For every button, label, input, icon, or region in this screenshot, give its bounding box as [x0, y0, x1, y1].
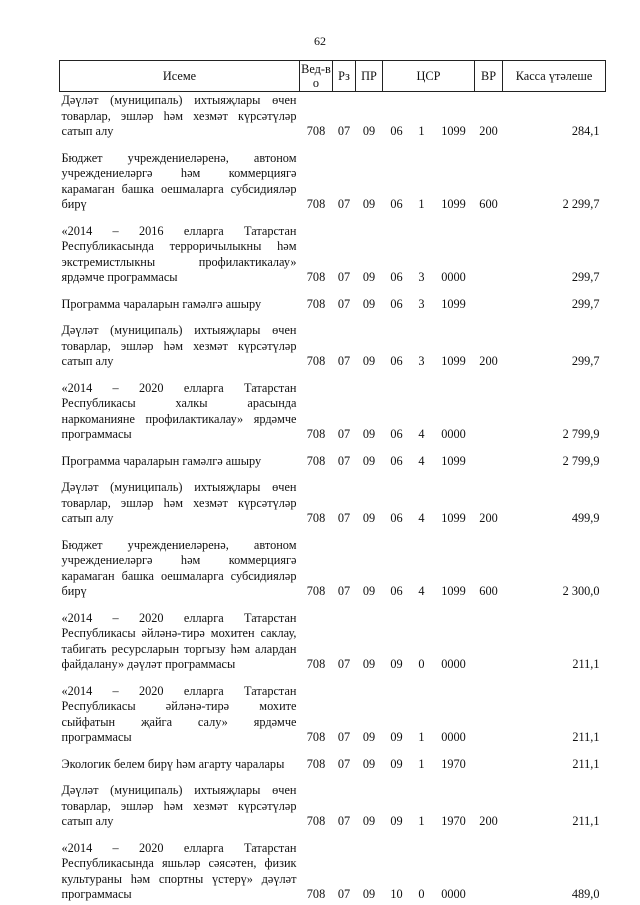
row-csr-subprogram-cell: 1 — [418, 197, 425, 211]
row-rz-cell: 07 — [337, 511, 351, 525]
row-csr-subprogram-cell: 0 — [418, 657, 425, 671]
row-amount-cell: 299,7 — [571, 296, 600, 311]
row-csr-program-cell: 06 — [390, 427, 403, 441]
row-csr-code-cell: 1099 — [441, 354, 466, 368]
row-amount-cell: 2 799,9 — [562, 453, 600, 468]
row-csr-program-cell: 06 — [390, 197, 403, 211]
row-amount-cell: 284,1 — [571, 124, 600, 138]
row-rz-cell: 07 — [337, 657, 351, 671]
header-pr: ПР — [356, 61, 383, 92]
row-csr-subprogram-cell: 4 — [418, 511, 425, 525]
row-rz-cell: 07 — [337, 296, 351, 311]
row-csr-program-cell: 06 — [390, 584, 403, 598]
row-amount-cell: 489,0 — [571, 887, 600, 901]
row-csr-code-cell: 1099 — [441, 296, 466, 311]
row-csr-code-cell: 1970 — [441, 814, 466, 828]
row-name-cell: Дәүләт (муниципаль) ихтыяҗлары өчен товарлар, эшләр һәм хезмәт күрсәтүләр сатып алу — [61, 93, 297, 138]
row-csr-program-cell: 06 — [390, 296, 403, 311]
row-pr-cell: 09 — [362, 296, 376, 311]
row-amount-cell: 211,1 — [572, 814, 600, 828]
row-ved-cell: 708 — [306, 453, 326, 468]
row-csr-program-cell: 09 — [390, 756, 403, 771]
row-amount-cell: 2 300,0 — [562, 584, 600, 598]
row-name-cell: «2014 – 2020 елларга Татарстан Республикасында яшьләр сәясәтен, физик культураны һәм спортны үстерү» дәүләт программасы — [61, 840, 297, 901]
row-amount-cell: 211,1 — [572, 756, 600, 771]
row-csr-program-cell: 06 — [390, 124, 403, 138]
row-name-cell: Экологик белем бирү һәм агарту чаралары — [61, 756, 285, 771]
row-pr-cell: 09 — [362, 427, 376, 441]
row-csr-program-cell: 06 — [390, 354, 403, 368]
row-rz-cell: 07 — [337, 354, 351, 368]
row-rz-cell: 07 — [337, 730, 351, 744]
row-amount-cell: 299,7 — [571, 270, 600, 284]
row-rz-cell: 07 — [337, 756, 351, 771]
row-vr-cell — [475, 370, 503, 443]
row-pr-cell: 09 — [362, 657, 376, 671]
row-rz-cell: 07 — [337, 814, 351, 828]
row-rz-cell: 07 — [337, 453, 351, 468]
header-csr: ЦСР — [383, 61, 475, 92]
row-pr-cell: 09 — [362, 197, 376, 211]
row-name-cell: Бюджет учреждениеләренә, автоном учреждениеләргә һәм коммерциягә карамаган башка оешмаларга субсидияләр бирү — [61, 150, 297, 211]
row-csr-program-cell: 09 — [390, 730, 403, 744]
row-pr-cell: 09 — [362, 453, 376, 468]
row-vr-cell — [475, 600, 503, 673]
row-vr-cell — [475, 213, 503, 286]
table-body — [60, 92, 606, 903]
row-csr-code-cell: 1099 — [441, 124, 466, 138]
row-csr-subprogram-cell: 3 — [418, 296, 425, 311]
row-csr-program-cell: 06 — [390, 270, 403, 284]
row-rz-cell: 07 — [337, 197, 351, 211]
row-name-cell: Дәүләт (муниципаль) ихтыяҗлары өчен товарлар, эшләр һәм хезмәт күрсәтүләр сатып алу — [61, 480, 297, 525]
row-csr-code-cell: 1099 — [441, 197, 466, 211]
table-row — [60, 286, 606, 313]
row-pr-cell: 09 — [362, 124, 376, 138]
row-ved-cell: 708 — [306, 124, 326, 138]
header-vr: ВР — [475, 61, 503, 92]
row-name-cell: Программа чараларын гамәлгә ашыру — [61, 296, 262, 311]
row-rz-cell: 07 — [337, 584, 351, 598]
table-row — [60, 600, 606, 673]
table-row — [60, 312, 606, 370]
table-row — [60, 830, 606, 903]
row-name-cell: Дәүләт (муниципаль) ихтыяҗлары өчен товарлар, эшләр һәм хезмәт күрсәтүләр сатып алу — [61, 323, 297, 368]
row-amount-cell: 211,1 — [572, 730, 600, 744]
row-csr-code-cell: 1970 — [441, 756, 466, 771]
table-row — [60, 527, 606, 600]
page-number: 62 — [314, 34, 326, 48]
row-pr-cell: 09 — [362, 887, 376, 901]
header-name: Исеме — [60, 61, 300, 92]
table-row — [60, 469, 606, 527]
table-row — [60, 772, 606, 830]
row-csr-code-cell: 0000 — [441, 270, 466, 284]
row-vr-cell: 200 — [479, 124, 498, 138]
row-ved-cell: 708 — [306, 197, 326, 211]
row-vr-cell: 200 — [479, 814, 498, 828]
row-ved-cell: 708 — [306, 511, 326, 525]
table-row — [60, 443, 606, 470]
row-rz-cell: 07 — [337, 427, 351, 441]
table-header — [60, 61, 606, 92]
row-name-cell: «2014 – 2020 елларга Татарстан Республикасы әйләнә-тирә мохитен саклау, табигать ресурсларын торгызу һәм алардан файдалану» дәүләт программасы — [61, 610, 297, 671]
row-csr-subprogram-cell: 0 — [418, 887, 425, 901]
row-pr-cell: 09 — [362, 270, 376, 284]
row-name-cell: «2014 – 2020 елларга Татарстан Республикасы халкы арасында наркоманияне профилактикалау» ярдәмче программасы — [61, 380, 297, 441]
row-pr-cell: 09 — [362, 730, 376, 744]
row-vr-cell — [475, 830, 503, 903]
table-row — [60, 213, 606, 286]
row-vr-cell: 200 — [479, 354, 498, 368]
row-ved-cell: 708 — [306, 354, 326, 368]
row-amount-cell: 2 799,9 — [562, 427, 600, 441]
row-csr-program-cell: 10 — [390, 887, 403, 901]
row-vr-cell — [475, 746, 503, 773]
row-pr-cell: 09 — [362, 354, 376, 368]
header-ved: Вед-во — [301, 62, 331, 90]
row-vr-cell — [475, 286, 503, 313]
row-name-cell: Дәүләт (муниципаль) ихтыяҗлары өчен товарлар, эшләр һәм хезмәт күрсәтүләр сатып алу — [61, 783, 297, 828]
table-row — [60, 92, 606, 140]
row-csr-program-cell: 06 — [390, 453, 403, 468]
row-csr-code-cell: 0000 — [441, 427, 466, 441]
row-amount-cell: 211,1 — [572, 657, 600, 671]
row-csr-code-cell: 0000 — [441, 657, 466, 671]
row-ved-cell: 708 — [306, 657, 326, 671]
row-csr-code-cell: 1099 — [441, 511, 466, 525]
row-csr-code-cell: 1099 — [441, 453, 466, 468]
row-ved-cell: 708 — [306, 296, 326, 311]
row-name-cell: «2014 – 2020 елларга Татарстан Республикасы әйләнә-тирә мохите сыйфатын җайга салу» ярдәмче программасы — [61, 683, 297, 744]
row-rz-cell: 07 — [337, 124, 351, 138]
row-amount-cell: 299,7 — [571, 354, 600, 368]
row-vr-cell: 200 — [479, 511, 498, 525]
row-amount-cell: 2 299,7 — [562, 197, 600, 211]
row-amount-cell: 499,9 — [571, 511, 600, 525]
row-name-cell: Программа чараларын гамәлгә ашыру — [61, 453, 262, 468]
row-csr-subprogram-cell: 1 — [418, 814, 425, 828]
row-csr-program-cell: 06 — [390, 511, 403, 525]
budget-table — [59, 60, 606, 903]
row-vr-cell — [475, 673, 503, 746]
table-row — [60, 746, 606, 773]
row-ved-cell: 708 — [306, 584, 326, 598]
row-pr-cell: 09 — [362, 756, 376, 771]
row-csr-subprogram-cell: 3 — [418, 270, 425, 284]
row-ved-cell: 708 — [306, 427, 326, 441]
row-csr-subprogram-cell: 1 — [418, 756, 425, 771]
row-csr-program-cell: 09 — [390, 657, 403, 671]
row-vr-cell: 600 — [479, 584, 498, 598]
row-ved-cell: 708 — [306, 814, 326, 828]
row-csr-subprogram-cell: 1 — [418, 124, 425, 138]
row-csr-subprogram-cell: 1 — [418, 730, 425, 744]
row-rz-cell: 07 — [337, 887, 351, 901]
header-rz: Рз — [333, 61, 356, 92]
row-name-cell: «2014 – 2016 елларга Татарстан Республикасында терроричылыкны һәм экстремистлыкны профилактикалау» ярдәмче программасы — [61, 223, 297, 284]
row-csr-program-cell: 09 — [390, 814, 403, 828]
row-csr-subprogram-cell: 4 — [418, 427, 425, 441]
row-vr-cell — [475, 443, 503, 470]
row-ved-cell: 708 — [306, 887, 326, 901]
row-csr-subprogram-cell: 3 — [418, 354, 425, 368]
row-csr-code-cell: 0000 — [441, 887, 466, 901]
row-csr-code-cell: 1099 — [441, 584, 466, 598]
row-csr-subprogram-cell: 4 — [418, 453, 425, 468]
table-row — [60, 370, 606, 443]
table-row — [60, 673, 606, 746]
row-pr-cell: 09 — [362, 814, 376, 828]
table-row — [60, 140, 606, 213]
row-name-cell: Бюджет учреждениеләренә, автоном учреждениеләргә һәм коммерциягә карамаган башка оешмаларга субсидияләр бирү — [61, 537, 297, 598]
row-ved-cell: 708 — [306, 270, 326, 284]
row-csr-subprogram-cell: 4 — [418, 584, 425, 598]
row-csr-code-cell: 0000 — [441, 730, 466, 744]
row-ved-cell: 708 — [306, 730, 326, 744]
row-ved-cell: 708 — [306, 756, 326, 771]
row-vr-cell: 600 — [479, 197, 498, 211]
row-rz-cell: 07 — [337, 270, 351, 284]
row-pr-cell: 09 — [362, 584, 376, 598]
header-amount: Касса үтәлеше — [503, 61, 606, 92]
row-pr-cell: 09 — [362, 511, 376, 525]
